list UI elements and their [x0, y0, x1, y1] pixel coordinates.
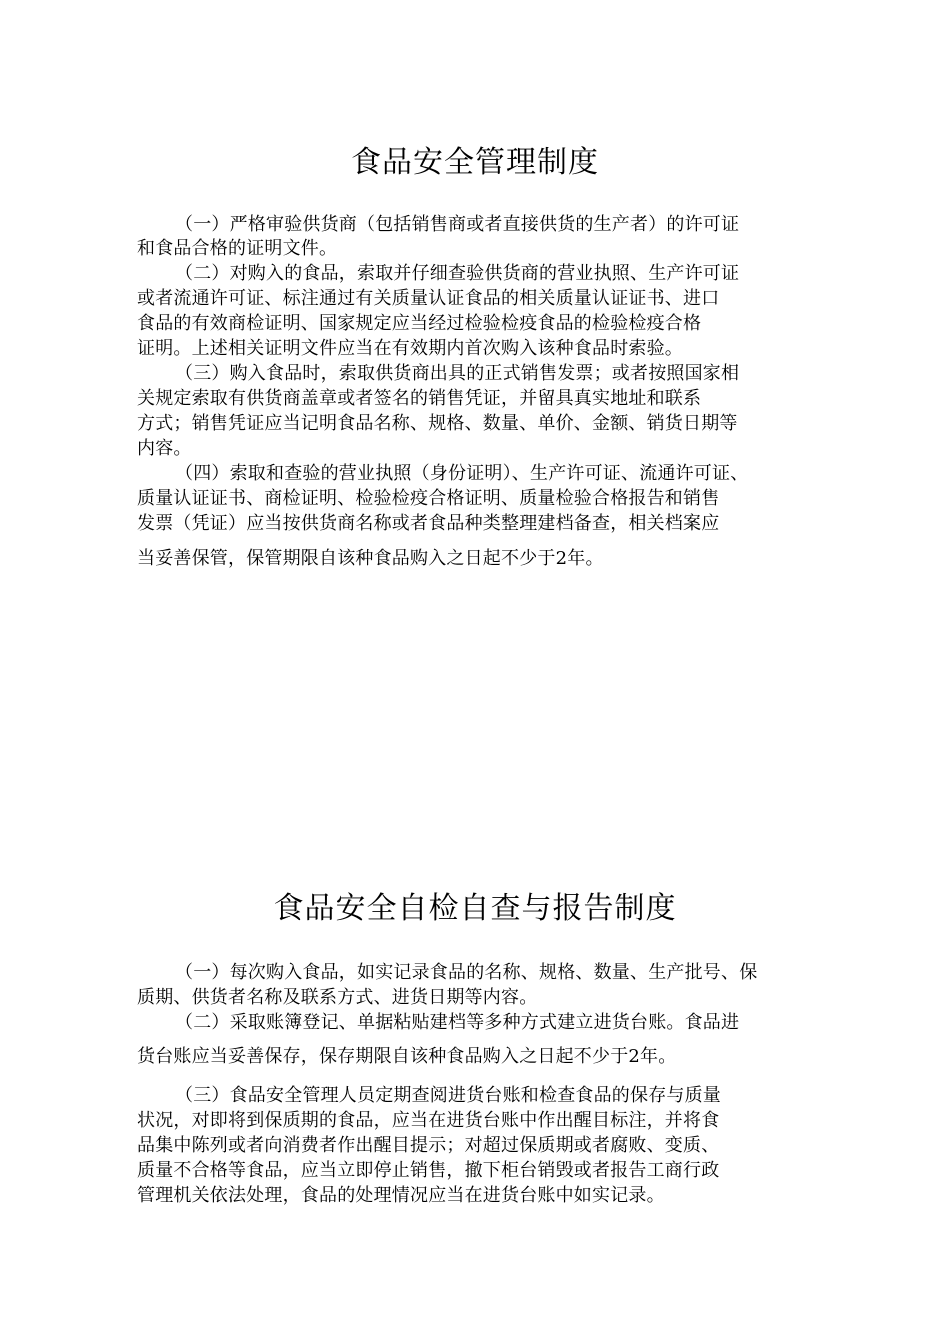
paragraph-line: 管理机关依法处理，食品的处理情况应当在进货台账中如实记录。 [137, 1185, 665, 1206]
paragraph-line: 发票（凭证）应当按供货商名称或者食品种类整理建档备查，相关档案应 [137, 513, 720, 534]
paragraph-line: 货台账应当妥善保存，保存期限自该种食品购入之日起不少于2年。 [137, 1046, 677, 1067]
paragraph-line: 质期、供货者名称及联系方式、进货日期等内容。 [137, 987, 538, 1008]
paragraph-line: 品集中陈列或者向消费者作出醒目提示；对超过保质期或者腐败、变质、 [137, 1135, 720, 1156]
paragraph-line: （二）对购入的食品，索取并仔细查验供货商的营业执照、生产许可证 [175, 263, 740, 284]
paragraph-line: 内容。 [137, 438, 192, 459]
paragraph-line: 当妥善保管，保管期限自该种食品购入之日起不少于2年。 [137, 548, 604, 569]
paragraph-line: 食品的有效商检证明、国家规定应当经过检验检疫食品的检验检疫合格 [137, 313, 702, 334]
paragraph-line: 状况，对即将到保质期的食品，应当在进货台账中作出醒目标注，并将食 [137, 1110, 720, 1131]
paragraph-line: 或者流通许可证、标注通过有关质量认证食品的相关质量认证证书、进口 [137, 288, 720, 309]
paragraph-line: （三）购入食品时，索取供货商出具的正式销售发票；或者按照国家相 [175, 363, 740, 384]
paragraph-line: （一）每次购入食品，如实记录食品的名称、规格、数量、生产批号、保 [175, 962, 758, 983]
paragraph-line: 关规定索取有供货商盖章或者签名的销售凭证，并留具真实地址和联系 [137, 388, 702, 409]
paragraph-line: 证明。上述相关证明文件应当在有效期内首次购入该种食品时索验。 [137, 338, 683, 359]
section-title-self-inspection-report: 食品安全自检自查与报告制度 [273, 891, 677, 926]
paragraph-line: （一）严格审验供货商（包括销售商或者直接供货的生产者）的许可证 [175, 214, 740, 235]
paragraph-line: 和食品合格的证明文件。 [137, 238, 338, 259]
paragraph-line: （四）索取和查验的营业执照（身份证明）、生产许可证、流通许可证、 [175, 463, 749, 484]
paragraph-line: 方式；销售凭证应当记明食品名称、规格、数量、单价、金额、销货日期等 [137, 413, 738, 434]
paragraph-line: 质量不合格等食品，应当立即停止销售，撤下柜台销毁或者报告工商行政 [137, 1160, 720, 1181]
section-title-food-safety-management: 食品安全管理制度 [351, 145, 599, 180]
paragraph-line: （二）采取账簿登记、单据粘贴建档等多种方式建立进货台账。食品进 [175, 1012, 740, 1033]
paragraph-line: （三）食品安全管理人员定期查阅进货台账和检查食品的保存与质量 [175, 1085, 721, 1106]
paragraph-line: 质量认证证书、商检证明、检验检疫合格证明、质量检验合格报告和销售 [137, 488, 720, 509]
